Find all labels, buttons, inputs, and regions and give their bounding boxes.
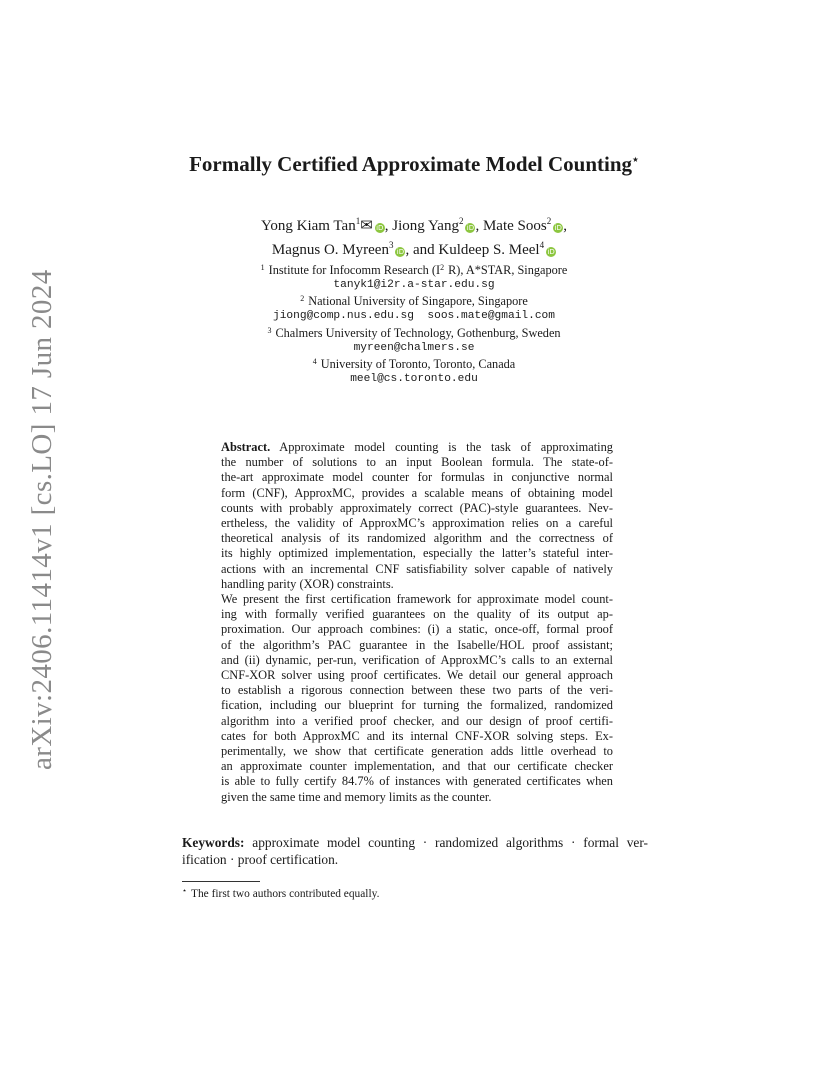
author-separator: ,: [475, 218, 483, 234]
abstract-paragraph: [221, 592, 613, 805]
affiliation-line: [0, 355, 828, 372]
affiliation-line: [0, 261, 828, 278]
abstract-line: We present the first certification framework for approximate model count-: [221, 592, 613, 607]
abstract-line: the number of solutions to an input Boolean formula. The state-of-: [221, 455, 613, 470]
affiliations: [0, 261, 828, 387]
keywords-text: ification · proof certification.: [182, 852, 339, 867]
affiliation-email: jiong@comp.nus.edu.sg soos.mate@gmail.com: [273, 310, 555, 323]
keywords-line: [182, 851, 648, 868]
abstract: [221, 440, 613, 805]
author-name: Magnus O. Myreen: [271, 242, 389, 258]
abstract-label: Abstract.: [221, 440, 271, 454]
arxiv-identifier: arXiv:2406.11414v1 [cs.LO] 17 Jun 2024: [26, 269, 58, 770]
orcid-icon: iD: [376, 224, 384, 232]
author-affil-number: 2: [546, 216, 552, 226]
keywords-text: approximate model counting · randomized algorithms · formal ver-: [252, 835, 648, 850]
author-name: Mate Soos: [482, 218, 547, 234]
abstract-line-text: Approximate model counting is the task of approximating: [279, 440, 613, 454]
abstract-line: handling parity (XOR) constraints.: [221, 576, 394, 591]
abstract-line: is able to fully certify 84.7% of instances with generated certificates when: [221, 774, 613, 789]
abstract-line: perimentally, we show that certificate generation adds little overhead to: [221, 744, 613, 759]
abstract-line: given the same time and memory limits as the counter.: [221, 789, 492, 804]
abstract-line: ertheless, the validity of ApproxMC’s approximation relies on a careful: [221, 516, 613, 531]
footnote-text: The first two authors contributed equally.: [191, 888, 380, 900]
affiliation-number: 4: [312, 357, 317, 367]
author: [438, 242, 556, 258]
abstract-line: the-art approximate model counter for formulas in conjunctive normal: [221, 470, 613, 485]
abstract-line: ing with formally verified guarantees on the quality of its output ap-: [221, 607, 613, 622]
footnote-rule: [182, 881, 260, 882]
footnote: [182, 886, 379, 900]
author-affil-number: 1: [355, 216, 361, 226]
affiliation-name-sup: 2: [440, 263, 445, 272]
abstract-line: fication, including our blueprint for turning the formalized, randomized: [221, 698, 613, 713]
abstract-line: counts with probably approximately correct (PAC)-style guarantees. Nev-: [221, 500, 613, 515]
abstract-line: CNF-XOR solver using proof certificates. We detail our general approach: [221, 668, 613, 683]
footnote-mark: ⋆: [182, 886, 188, 895]
author: [483, 218, 563, 234]
affiliation-name: Chalmers University of Technology, Gothenburg, Sweden: [275, 325, 561, 340]
abstract-line: cates for both ApproxMC and its internal CNF-XOR solving steps. Ex-: [221, 728, 613, 743]
affiliation-email: myreen@chalmers.se: [353, 341, 475, 354]
author-separator: , and: [405, 242, 439, 258]
orcid-icon: iD: [547, 248, 555, 256]
author-name: Kuldeep S. Meel: [438, 242, 540, 258]
author-affil-number: 4: [539, 240, 545, 250]
affiliation-line: [0, 324, 828, 341]
orcid-icon: iD: [554, 224, 562, 232]
abstract-line: algorithm into a verified proof checker, and our design of proof certifi-: [221, 713, 613, 728]
author: [261, 218, 385, 234]
author: [392, 218, 475, 234]
affiliation-email: meel@cs.toronto.edu: [350, 372, 478, 385]
title-footnote-mark: ⋆: [632, 154, 639, 166]
abstract-line: and (ii) dynamic, per-run, verification of ApproxMC’s calls to an external: [221, 652, 613, 667]
paper-title: [0, 152, 828, 177]
abstract-line: an approximate counter implementation, and that our certificate checker: [221, 759, 613, 774]
title-text: Formally Certified Approximate Model Counting: [189, 152, 633, 176]
keywords-line: [182, 834, 648, 851]
author-separator: ,: [384, 218, 393, 234]
affiliation-number: 3: [267, 325, 272, 335]
abstract-line: proximation. Our approach combines: (i) a static, once-off, formal proof: [221, 622, 613, 637]
author-name: Yong Kiam Tan: [261, 218, 356, 234]
abstract-paragraph: [221, 440, 613, 592]
author-affil-number: 3: [388, 240, 394, 250]
abstract-line: theoretical analysis of its randomized algorithm and the correctness of: [221, 531, 613, 546]
author: [272, 242, 406, 258]
abstract-line: of the algorithm’s PAC guarantee in the Isabelle/HOL proof assistant;: [221, 637, 613, 652]
affiliation-number: 1: [260, 263, 265, 272]
author-list: [0, 212, 828, 260]
affiliation-name: National University of Singapore, Singapore: [308, 294, 528, 309]
author-separator: ,: [563, 218, 567, 234]
abstract-line: to establish a rigorous connection between these two parts of the veri-: [221, 683, 613, 698]
affiliation-name: University of Toronto, Toronto, Canada: [320, 357, 516, 372]
orcid-icon: iD: [396, 248, 405, 256]
mail-icon: ✉: [360, 218, 373, 234]
affiliation-name: Institute for Infocomm Research (I: [268, 263, 441, 277]
affiliation-name: R), A*STAR, Singapore: [448, 263, 568, 277]
author-name: Jiong Yang: [392, 218, 459, 234]
affiliation-line: [0, 292, 828, 309]
keywords-label: Keywords:: [182, 835, 245, 850]
abstract-line: actions with an incremental CNF satisfiability solver capable of natively: [221, 561, 613, 576]
affiliation-email: tanyk1@i2r.a-star.edu.sg: [333, 278, 495, 291]
abstract-line: form (CNF), ApproxMC, provides a scalable means of obtaining model: [221, 485, 613, 500]
keywords: [182, 834, 648, 868]
author-affil-number: 2: [458, 216, 464, 226]
orcid-icon: iD: [466, 224, 475, 232]
abstract-line: its highly optimized implementation, especially the latter’s stateful inter-: [221, 546, 613, 561]
affiliation-number: 2: [300, 294, 305, 304]
abstract-line: [221, 440, 613, 455]
